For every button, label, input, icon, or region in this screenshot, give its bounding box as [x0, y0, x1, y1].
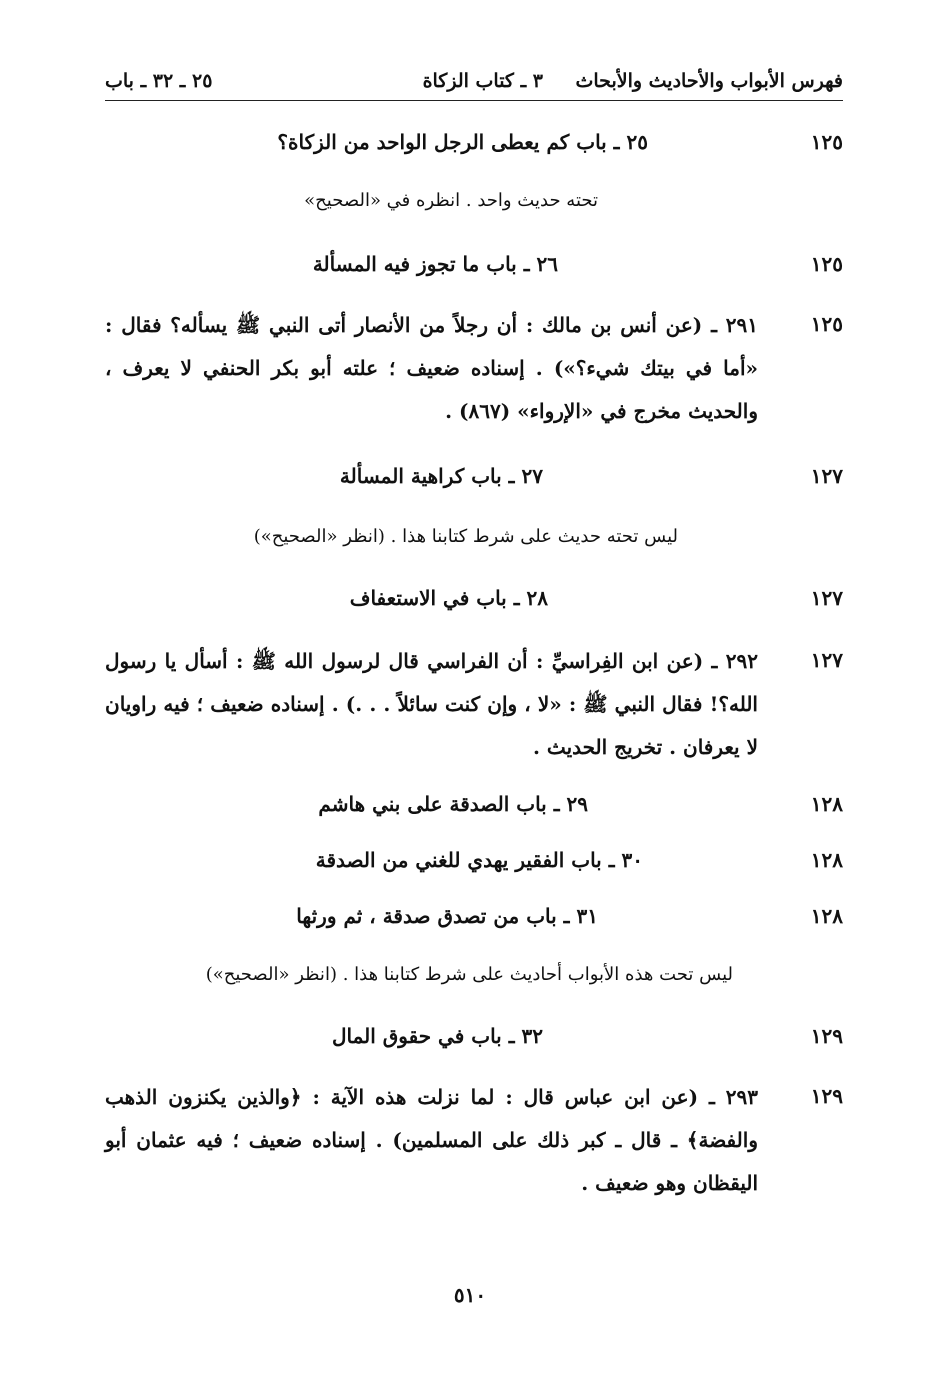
index-entry-bab-26: [105, 252, 843, 288]
index-entry-bab-29: [105, 792, 843, 828]
entry-page-number: ١٢٨: [810, 904, 843, 928]
entry-page-number: ١٢٥: [810, 130, 843, 154]
chapter-heading: ٣٢ ـ باب في حقوق المال: [331, 1024, 543, 1048]
chapter-heading: ٢٩ ـ باب الصدقة على بني هاشم: [318, 792, 588, 816]
hadith-text: ٢٩٣ ـ (عن ابن عباس قال : لما نزلت هذه الآية : ﴿والذين يكنزون الذهب والفضة﴾ ـ قال ـ كبر ذلك على المسلمين) . إسناده ضعيف ؛ فيه عثمان أبو اليقظان وهو ضعيف .: [105, 1085, 758, 1195]
note-text: تحته حديث واحد . انظره في «الصحيح»: [304, 190, 598, 211]
entry-page-number: ١٢٩: [810, 1084, 843, 1108]
entry-page-number: ١٢٩: [810, 1024, 843, 1048]
index-entry-hadith-293: [105, 1076, 843, 1211]
note-text: ليس تحته حديث على شرط كتابنا هذا . (انظر «الصحيح»): [253, 526, 678, 547]
index-entry-bab-27: [105, 464, 843, 500]
index-entry-bab-28: [105, 586, 843, 622]
index-entry-bab-31: [105, 904, 843, 940]
page-number: ٥١٠: [453, 1283, 487, 1307]
entry-page-number: ١٢٧: [810, 464, 843, 488]
hadith-text: ٢٩٢ ـ (عن ابن الفِراسيِّ : أن الفراسي قال لرسول الله ﷺ : أسأل يا رسول الله؟! فقال النبي ﷺ : «لا ، وإن كنت سائلاً . . .) . إسناده ضعيف ؛ فيه راويان لا يعرفان . تخريج الحديث .: [105, 649, 758, 759]
index-entry-bab-32: [105, 1024, 843, 1060]
chapter-heading: ٢٥ ـ باب كم يعطى الرجل الواحد من الزكاة؟: [277, 130, 648, 154]
chapter-heading: ٢٦ ـ باب ما تجوز فيه المسألة: [312, 252, 558, 276]
chapter-heading: ٢٨ ـ باب في الاستعفاف: [349, 586, 548, 610]
chapter-heading: ٣٠ ـ باب الفقير يهدي للغني من الصدقة: [315, 848, 643, 872]
chapter-heading: ٣١ ـ باب من تصدق صدقة ، ثم ورثها: [296, 904, 598, 928]
header-chapter-range: ٢٥ ـ ٣٢ ـ باب: [105, 70, 213, 92]
note-text: ليس تحت هذه الأبواب أحاديث على شرط كتابنا هذا . (انظر «الصحيح»): [205, 964, 733, 985]
hadith-text: ٢٩١ ـ (عن أنس بن مالك : أن رجلاً من الأنصار أتى النبي ﷺ يسأله؟ فقال : «أما في بيتك شيء؟») . إسناده ضعيف ؛ علته أبو بكر الحنفي لا يعرف ، والحديث مخرج في «الإرواء» (٨٦٧) .: [105, 313, 758, 423]
index-entry-bab-25: [105, 130, 843, 166]
entry-page-number: ١٢٥: [810, 252, 843, 276]
index-note: [105, 964, 843, 998]
entry-page-number: ١٢٧: [810, 586, 843, 610]
entry-page-number: ١٢٨: [810, 848, 843, 872]
index-entry-hadith-291: [105, 304, 843, 439]
index-note: [105, 526, 843, 560]
index-entry-bab-30: [105, 848, 843, 884]
header-divider: [105, 100, 843, 101]
entry-page-number: ١٢٥: [810, 312, 843, 336]
header-index-title: فهرس الأبواب والأحاديث والأبحاث: [575, 70, 843, 92]
chapter-heading: ٢٧ ـ باب كراهية المسألة: [339, 464, 543, 488]
entry-page-number: ١٢٧: [810, 648, 843, 672]
running-header: [105, 70, 843, 100]
index-note: [105, 190, 843, 224]
index-entry-hadith-292: [105, 640, 843, 775]
header-book-title: ٣ ـ كتاب الزكاة: [422, 70, 543, 92]
entry-page-number: ١٢٨: [810, 792, 843, 816]
